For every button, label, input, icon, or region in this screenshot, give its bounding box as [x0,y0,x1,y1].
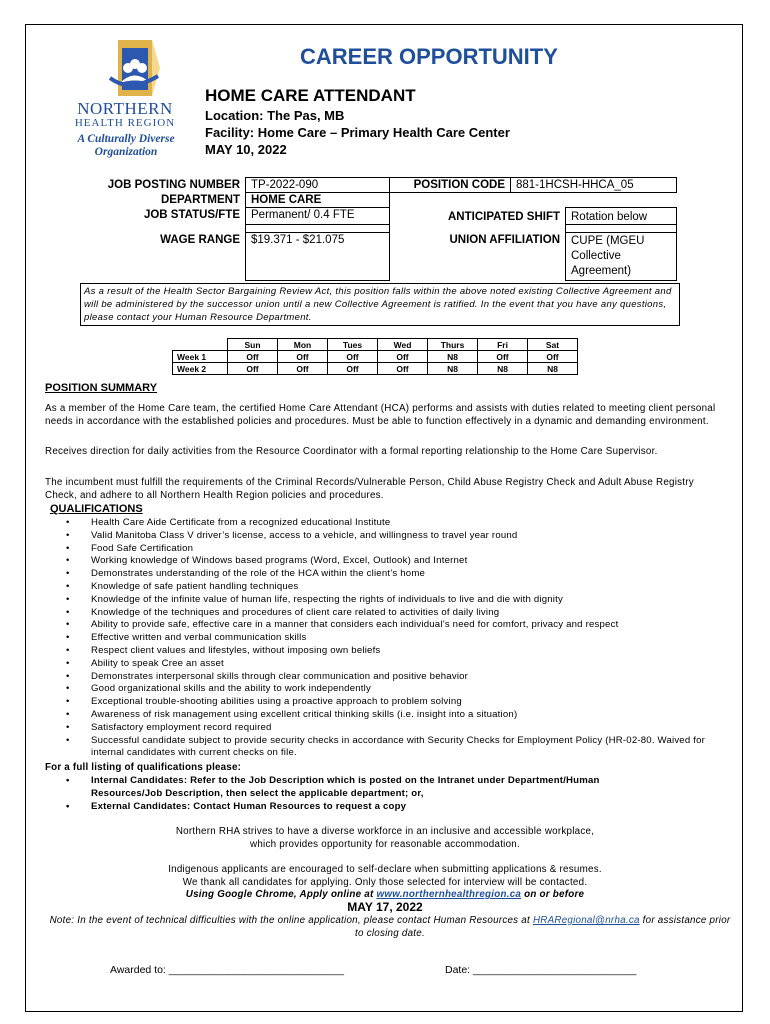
apply-link[interactable]: www.northernhealthregion.ca [376,889,522,900]
schedule-cell: Off [328,351,378,363]
list-item: • Working knowledge of Windows based programs (Word, Excel, Outlook) and Internet [66,555,726,568]
schedule-cell: Off [278,363,328,375]
schedule-day: Sun [228,339,278,351]
facility: Facility: Home Care – Primary Health Care Center [205,125,510,140]
location: Location: The Pas, MB [205,108,345,123]
union-value: CUPE (MGEU Collective Agreement) [566,233,677,281]
org-name: NORTHERN [77,99,173,118]
schedule-cell: Off [228,363,278,375]
schedule-cell: Off [378,351,428,363]
apply-prefix: Using Google Chrome, Apply online at [185,889,377,900]
full-listing-heading: For a full listing of qualifications please: [45,762,242,773]
list-item: • Exceptional trouble-shooting abilities using a proactive approach to problem solving [66,696,726,709]
schedule-cell: Off [278,351,328,363]
note-prefix: Note: In the event of technical difficulties with the online application, please contact Human Resources at [49,915,533,926]
week-label: Week 1 [173,351,228,363]
job-title: HOME CARE ATTENDANT [205,86,416,105]
schedule-cell: Off [378,363,428,375]
list-item: • Successful candidate subject to provide security checks in accordance with Security Checks for Employment Policy (HR-02-80. Waived for internal candidates with current checks on file. [66,735,726,761]
shift-label: ANTICIPATED SHIFT [447,210,560,223]
job-posting-label: JOB POSTING NUMBER [107,178,240,191]
diversity-line: which provides opportunity for reasonable accommodation. [250,839,520,850]
awarded-to-field: Awarded to: ______________________________ [110,964,344,976]
schedule-day: Thurs [428,339,478,351]
list-item: • Internal Candidates: Refer to the Job Description which is posted on the Intranet under Department/Human Resources/Job Description, then select the applicable department; or, [66,775,666,801]
hr-email-link[interactable]: HRARegional@nrha.ca [532,915,640,926]
closing-date: MAY 17, 2022 [347,900,423,914]
schedule-cell: N8 [428,363,478,375]
position-summary-heading: POSITION SUMMARY [45,382,158,394]
schedule-cell: Off [328,363,378,375]
schedule-day: Sat [528,339,578,351]
qualifications-heading: QUALIFICATIONS [50,503,143,515]
wage-range-label: WAGE RANGE [160,233,240,246]
list-item: • Satisfactory employment record required [66,722,726,735]
posting-table [80,177,677,281]
schedule-day: Wed [378,339,428,351]
list-item: • Demonstrates understanding of the role of the HCA within the client’s home [66,568,726,581]
list-item: • Effective written and verbal communication skills [66,632,726,645]
schedule-cell: Off [228,351,278,363]
org-region: HEALTH REGION [74,117,176,129]
list-item: • Knowledge of the techniques and procedures of client care related to activities of daily living [66,607,726,620]
list-item: • Knowledge of safe patient handling techniques [66,581,726,594]
list-item: • Ability to provide safe, effective care in a manner that considers each individual’s need for comfort, privacy and respect [66,619,726,632]
wage-range-value: $19.371 - $21.075 [246,233,390,281]
posting-date: MAY 10, 2022 [205,142,287,157]
schedule-cell: N8 [528,363,578,375]
logo-text [60,100,190,130]
list-item: • Valid Manitoba Class V driver’s license, access to a vehicle, and willingness to travel year round [66,530,726,543]
apply-suffix: on or before [521,889,585,900]
list-item: • Awareness of risk management using excellent critical thinking skills (i.e. insight into a situation) [66,709,726,722]
union-note: As a result of the Health Sector Bargaining Review Act, this position falls within the above noted existing Collective Agreement and will be administered by the successor union until a new Collective Agreement is ratified. In the event that you have any questions, please contact your Human Resource Department. [80,283,680,326]
list-item: • Good organizational skills and the ability to work independently [66,683,726,696]
list-item: • External Candidates: Contact Human Resources to request a copy [66,801,666,814]
job-status-label: JOB STATUS/FTE [143,208,240,221]
indigenous-line: Indigenous applicants are encouraged to self-declare when submitting applications & resumes. [168,864,602,875]
diversity-line: Northern RHA strives to have a diverse workforce in an inclusive and accessible workplace, [175,826,595,837]
summary-paragraph: As a member of the Home Care team, the certified Home Care Attendant (HCA) performs and assists with duties related to meeting client personal needs in accordance with the established policies and procedures. Must be able to function effectively in a dynamic and demanding environment. [45,403,716,427]
date-field: Date: ____________________________ [445,964,637,976]
summary-paragraph: The incumbent must fulfill the requirements of the Criminal Records/Vulnerable Person, Child Abuse Registry Check and Adult Abuse Registry Check, and adhere to all Northern Health Region policies and procedures. [45,477,694,501]
list-item: • Respect client values and lifestyles, without imposing own beliefs [66,645,726,658]
list-item: • Health Care Aide Certificate from a recognized educational Institute [66,517,726,530]
week-label: Week 2 [173,363,228,375]
full-listing-list [66,775,666,813]
list-item: • Ability to speak Cree an asset [66,658,726,671]
shift-schedule [172,338,578,375]
qualifications-list [66,517,726,760]
department-label: DEPARTMENT [160,193,240,206]
department-value: HOME CARE [246,193,390,208]
list-item: • Knowledge of the infinite value of human life, respecting the rights of individuals to live and die with dignity [66,594,726,607]
note-suffix: for assistance prior to closing date. [355,915,731,939]
schedule-day: Tues [328,339,378,351]
position-code-label: POSITION CODE [390,178,511,193]
schedule-cell: Off [528,351,578,363]
summary-paragraph: Receives direction for daily activities from the Resource Coordinator with a formal reporting relationship to the Home Care Supervisor. [45,446,658,457]
list-item: • Food Safe Certification [66,543,726,556]
position-code-value: 881-1HCSH-HHCA_05 [511,178,677,193]
thanks-line: We thank all candidates for applying. Only those selected for interview will be contacted. [182,877,588,888]
schedule-day: Fri [478,339,528,351]
job-status-value: Permanent/ 0.4 FTE [246,208,390,225]
union-label: UNION AFFILIATION [449,233,560,246]
list-item: • Demonstrates interpersonal skills through clear communication and positive behavior [66,671,726,684]
shift-value: Rotation below [566,208,677,225]
job-posting-value: TP-2022-090 [246,178,390,193]
technical-note [45,914,735,940]
schedule-day: Mon [278,339,328,351]
org-tagline: A Culturally Diverse Organization [77,133,175,158]
schedule-cell: N8 [428,351,478,363]
schedule-cell: Off [478,351,528,363]
schedule-cell: N8 [478,363,528,375]
page-title: CAREER OPPORTUNITY [300,44,558,69]
